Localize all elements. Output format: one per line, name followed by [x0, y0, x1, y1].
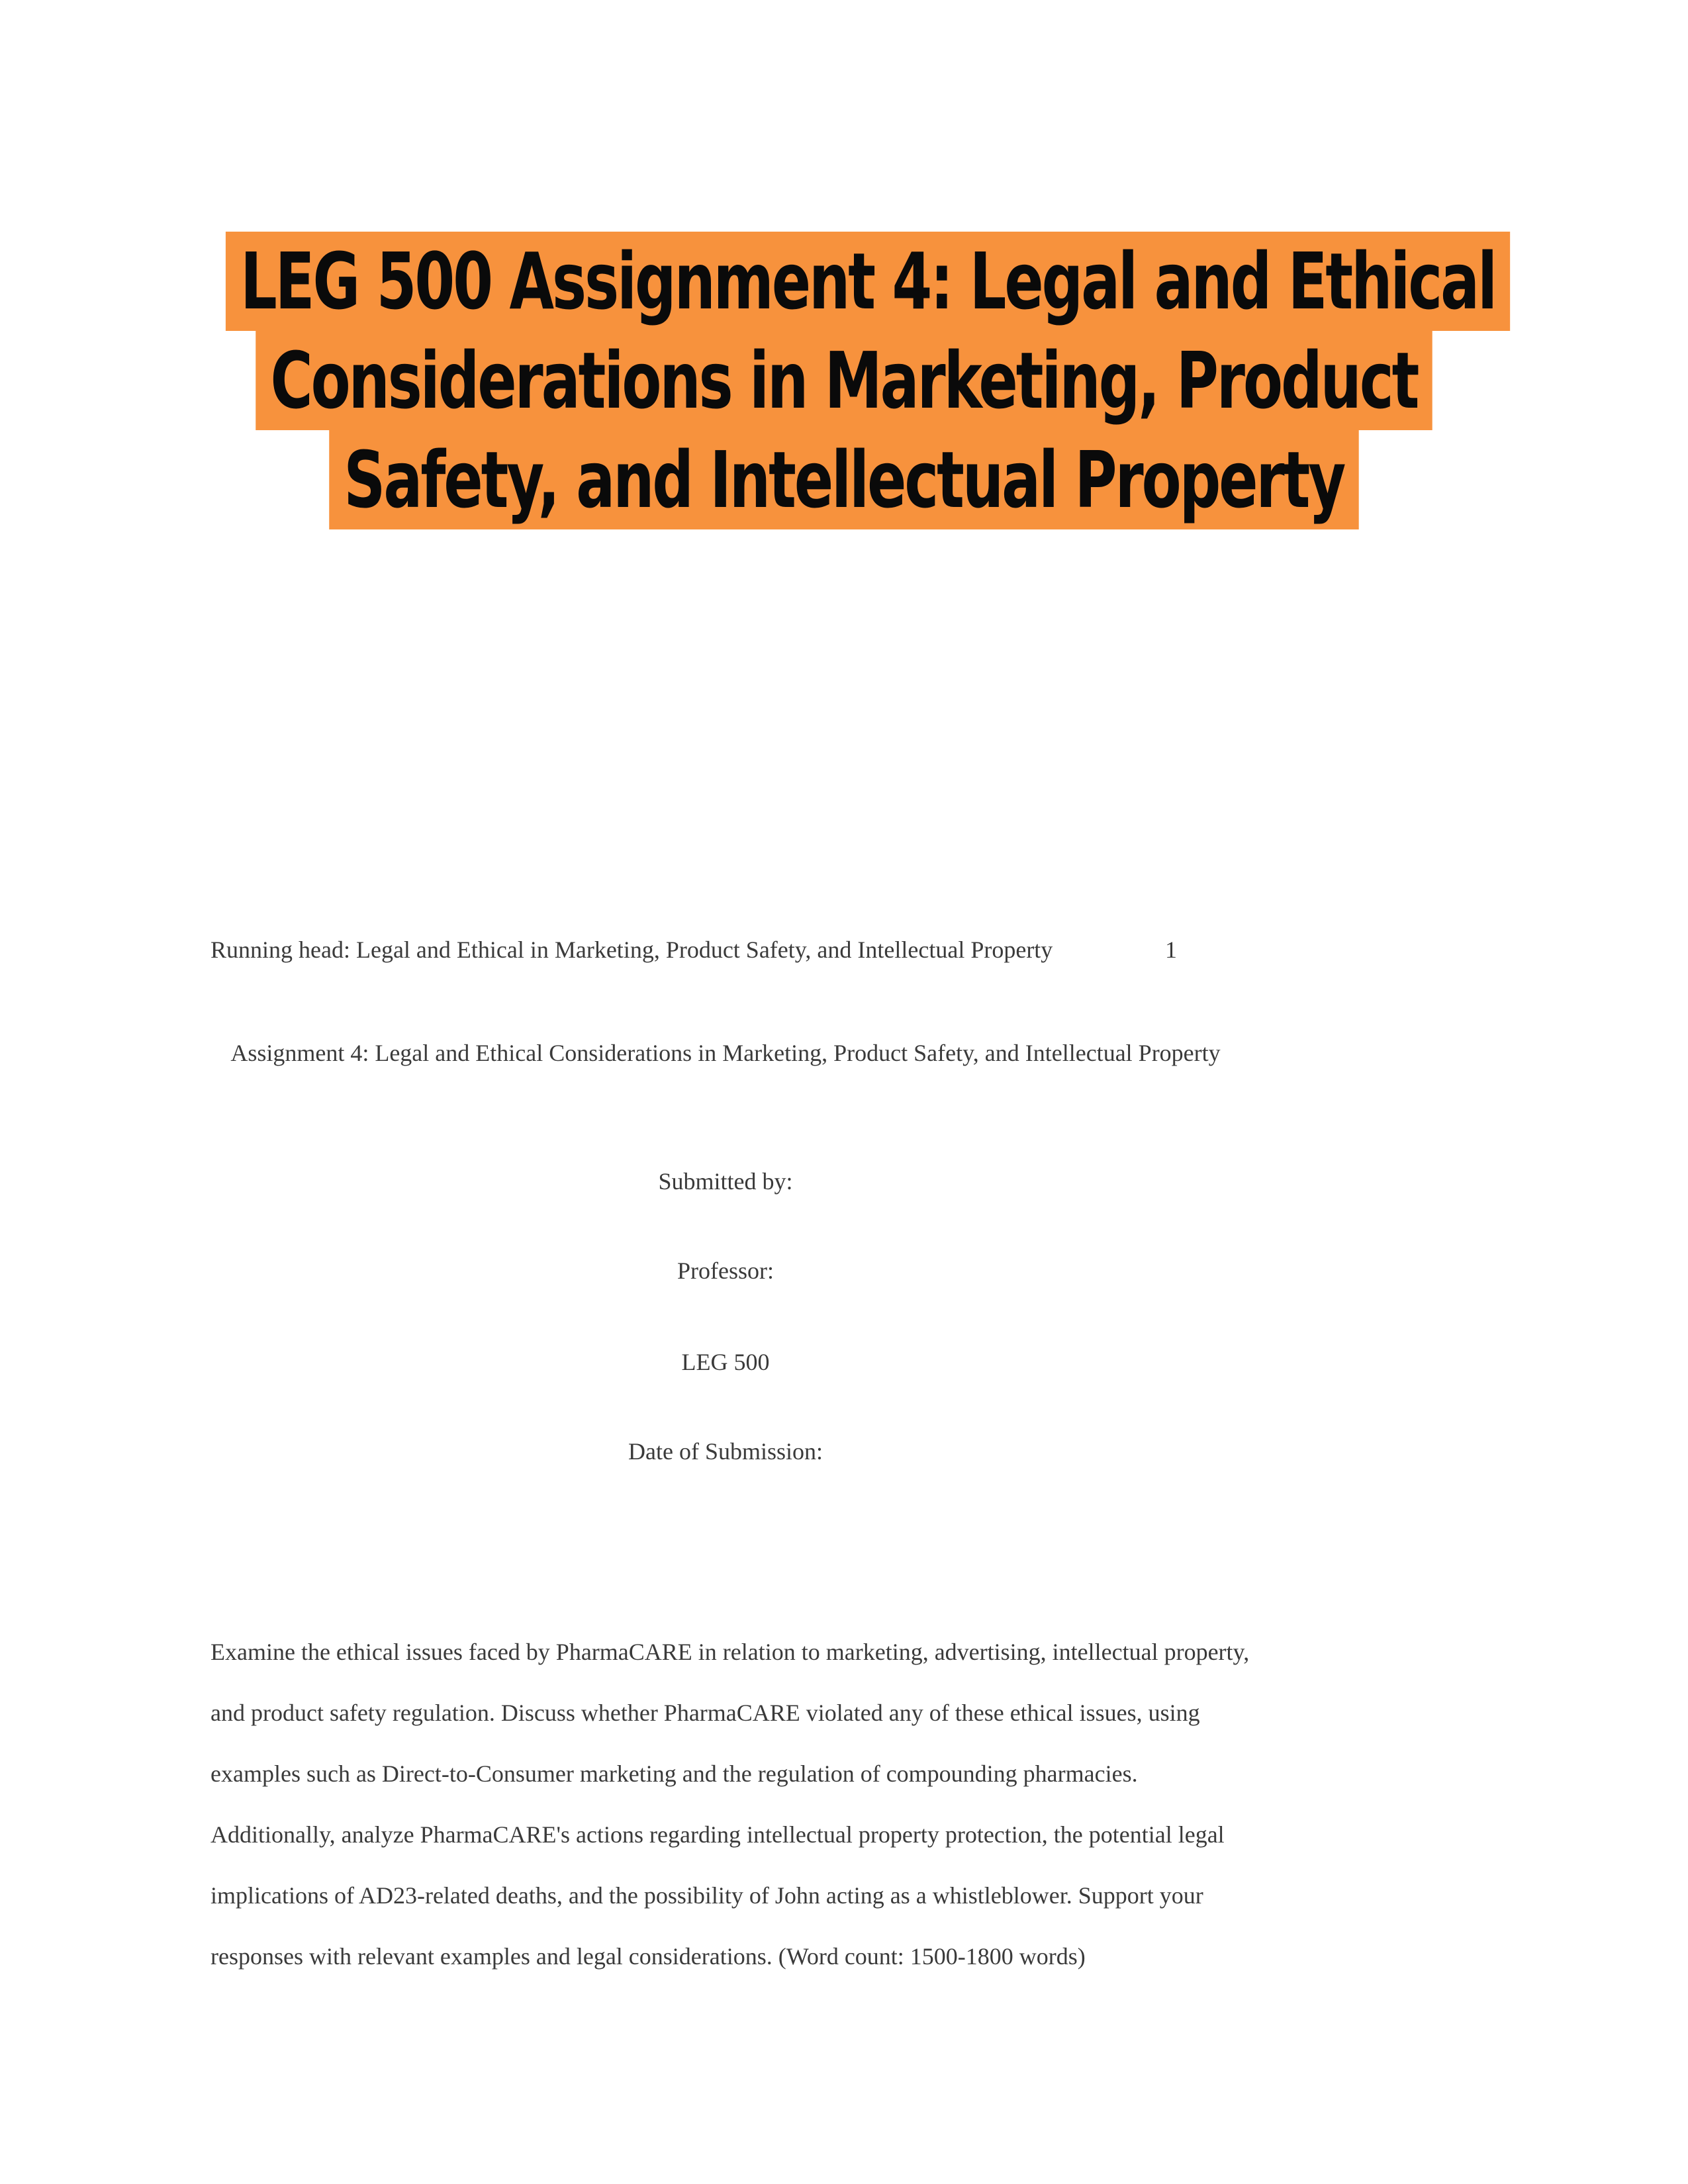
- assignment-prompt: Examine the ethical issues faced by PharmaCARE in relation to marketing, advertising, intellectual property, and product safety regulation. Discuss whether PharmaCARE violated any of these ethical issues, using examples such as Direct-to-Consumer marketing and the regulation of compounding pharmacies. Additionally, analyze PharmaCARE's actions regarding intellectual property protection, the potential legal implications of AD23-related deaths, and the possibility of John acting as a whistleblower. Support your responses with relevant examples and legal considerations. (Word count: 1500-1800 words): [211, 1639, 1250, 1970]
- title-banner-line: LEG 500 Assignment 4: Legal and Ethical: [226, 232, 1510, 331]
- running-head: [211, 933, 1177, 966]
- date-of-submission-line: Date of Submission:: [628, 1438, 823, 1465]
- paper-title: Assignment 4: Legal and Ethical Considerations in Marketing, Product Safety, and Intellectual Property: [230, 1040, 1221, 1066]
- page-number: 1: [1165, 936, 1177, 963]
- title-banner-line: Considerations in Marketing, Product: [256, 331, 1432, 430]
- submitted-by-line: Submitted by:: [658, 1168, 793, 1195]
- course-line: LEG 500: [681, 1349, 770, 1375]
- running-head-text: Running head: Legal and Ethical in Marketing, Product Safety, and Intellectual Property: [211, 936, 1053, 963]
- title-banner-line: Safety, and Intellectual Property: [329, 430, 1358, 529]
- professor-line: Professor:: [677, 1257, 774, 1284]
